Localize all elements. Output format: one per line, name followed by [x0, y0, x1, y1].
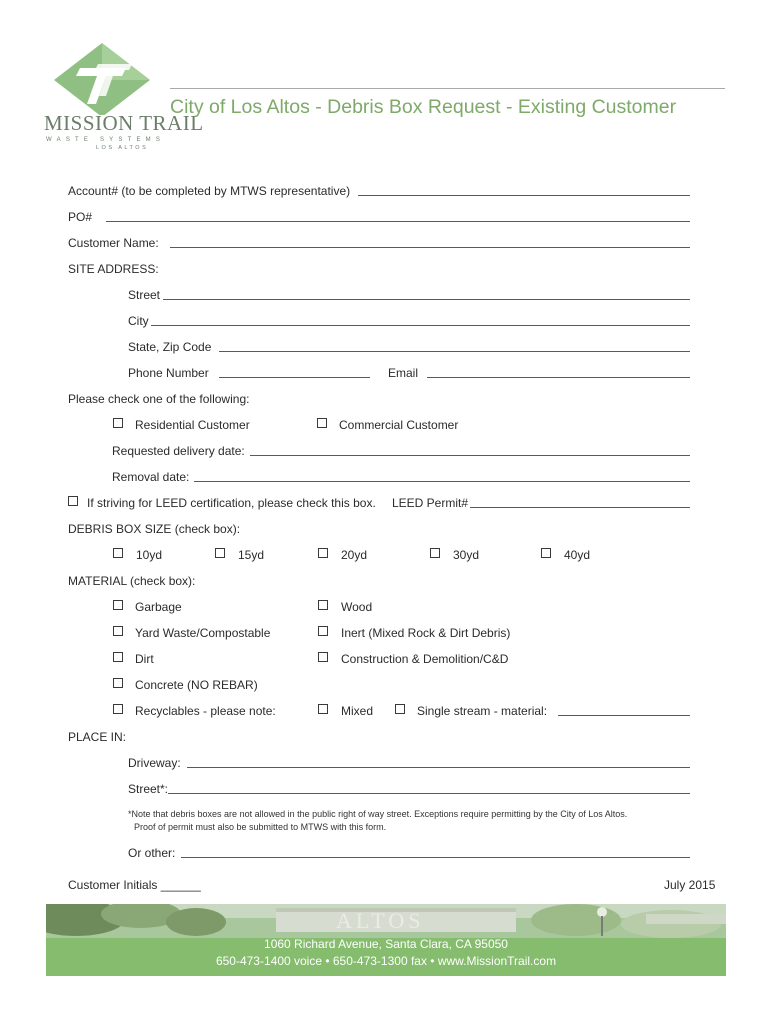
size-20yd-label: 20yd: [341, 548, 368, 562]
logo-location: LOS ALTOS: [96, 145, 149, 151]
footer-address: 1060 Richard Avenue, Santa Clara, CA 95050: [264, 937, 508, 951]
street-field[interactable]: [163, 299, 690, 300]
driveway-label: Driveway:: [128, 756, 181, 770]
size-15yd-checkbox[interactable]: [215, 548, 225, 558]
or-other-field[interactable]: [181, 857, 690, 858]
size-15yd-label: 15yd: [238, 548, 265, 562]
size-10yd-label: 10yd: [136, 548, 163, 562]
check-one-label: Please check one of the following:: [68, 392, 250, 406]
street-place-field[interactable]: [168, 793, 690, 794]
customer-name-label: Customer Name:: [68, 236, 159, 250]
mixed-label: Mixed: [341, 704, 374, 718]
leed-permit-field[interactable]: [470, 507, 690, 508]
material-label: MATERIAL (check box):: [68, 574, 196, 588]
size-20yd-checkbox[interactable]: [318, 548, 328, 558]
yard-waste-checkbox[interactable]: [113, 626, 123, 636]
single-stream-checkbox[interactable]: [395, 704, 405, 714]
email-field[interactable]: [427, 377, 690, 378]
leed-label: If striving for LEED certification, please check this box.: [87, 496, 376, 510]
logo-subtitle: WASTE SYSTEMS: [46, 137, 166, 143]
page-title: City of Los Altos - Debris Box Request - Existing Customer: [170, 96, 677, 118]
construction-checkbox[interactable]: [318, 652, 328, 662]
driveway-field[interactable]: [187, 767, 690, 768]
mixed-checkbox[interactable]: [318, 704, 328, 714]
size-10yd-checkbox[interactable]: [113, 548, 123, 558]
po-field[interactable]: [106, 221, 690, 222]
recyclables-label: Recyclables - please note:: [135, 704, 276, 718]
size-label: DEBRIS BOX SIZE (check box):: [68, 522, 241, 536]
concrete-checkbox[interactable]: [113, 678, 123, 688]
site-address-label: SITE ADDRESS:: [68, 262, 159, 276]
title-rule: [170, 88, 725, 89]
street-place-label: Street*:: [128, 782, 169, 796]
city-label: City: [128, 314, 149, 328]
recyclables-checkbox[interactable]: [113, 704, 123, 714]
footer-contact: 650-473-1400 voice • 650-473-1300 fax • www.MissionTrail.com: [215, 954, 557, 968]
concrete-label: Concrete (NO REBAR): [135, 678, 258, 692]
residential-label: Residential Customer: [135, 418, 250, 432]
state-zip-field[interactable]: [219, 351, 690, 352]
leed-checkbox[interactable]: [68, 496, 78, 506]
residential-checkbox[interactable]: [113, 418, 123, 428]
city-field[interactable]: [151, 325, 690, 326]
commercial-checkbox[interactable]: [317, 418, 327, 428]
logo-emblem-icon: [40, 40, 160, 115]
permit-note-line-2: Proof of permit must also be submitted to MTWS with this form.: [134, 822, 387, 832]
banner-sign-text: ALTOS: [336, 908, 425, 933]
inert-label: Inert (Mixed Rock & Dirt Debris): [341, 626, 511, 640]
state-zip-label: State, Zip Code: [128, 340, 212, 354]
dirt-checkbox[interactable]: [113, 652, 123, 662]
place-in-label: PLACE IN:: [68, 730, 127, 744]
customer-initials-label: Customer Initials ______: [68, 878, 201, 892]
size-30yd-label: 30yd: [453, 548, 480, 562]
dirt-label: Dirt: [135, 652, 154, 666]
removal-date-field[interactable]: [194, 481, 690, 482]
garbage-label: Garbage: [135, 600, 182, 614]
revision-date: July 2015: [664, 878, 716, 892]
construction-label: Construction & Demolition/C&D: [341, 652, 509, 666]
street-label: Street: [128, 288, 161, 302]
yard-waste-label: Yard Waste/Compostable: [135, 626, 271, 640]
or-other-label: Or other:: [128, 846, 176, 860]
phone-label: Phone Number: [128, 366, 209, 380]
delivery-label: Requested delivery date:: [112, 444, 245, 458]
removal-label: Removal date:: [112, 470, 190, 484]
footer-banner: [46, 904, 726, 976]
leed-permit-label: LEED Permit#: [392, 496, 469, 510]
single-stream-label: Single stream - material:: [417, 704, 548, 718]
delivery-date-field[interactable]: [250, 455, 690, 456]
customer-name-field[interactable]: [170, 247, 690, 248]
account-label: Account# (to be completed by MTWS representative): [68, 184, 351, 198]
wood-label: Wood: [341, 600, 373, 614]
account-field[interactable]: [358, 195, 690, 196]
inert-checkbox[interactable]: [318, 626, 328, 636]
po-label: PO#: [68, 210, 93, 224]
wood-checkbox[interactable]: [318, 600, 328, 610]
commercial-label: Commercial Customer: [339, 418, 459, 432]
email-label: Email: [388, 366, 419, 380]
size-40yd-checkbox[interactable]: [541, 548, 551, 558]
phone-field[interactable]: [219, 377, 370, 378]
single-stream-field[interactable]: [558, 715, 690, 716]
garbage-checkbox[interactable]: [113, 600, 123, 610]
logo-name: MISSION TRAIL: [44, 111, 204, 135]
permit-note-line-1: *Note that debris boxes are not allowed in the public right of way street. Exceptions require permitting by the City of Los Altos.: [128, 809, 628, 819]
size-40yd-label: 40yd: [564, 548, 591, 562]
size-30yd-checkbox[interactable]: [430, 548, 440, 558]
